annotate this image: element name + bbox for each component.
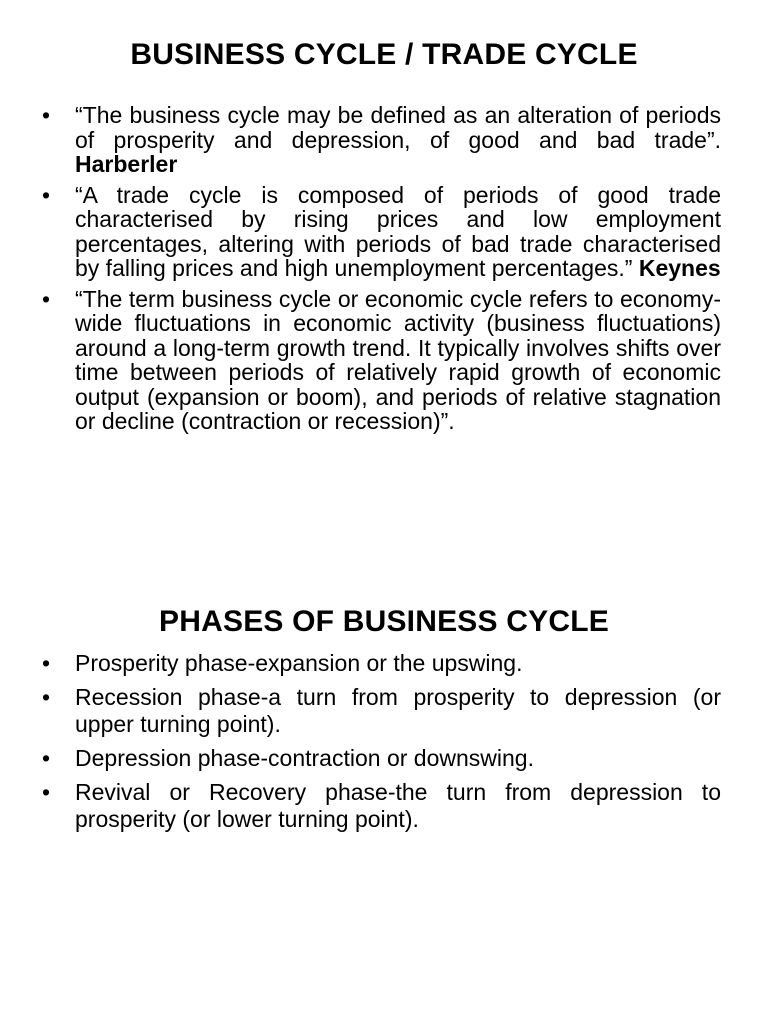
list-item xyxy=(0,779,768,833)
phase-text: Prosperity phase-expansion or the upswing. xyxy=(75,650,523,676)
bullet-icon: • xyxy=(42,650,51,676)
list-item xyxy=(0,650,768,677)
bullet-icon: • xyxy=(42,285,51,312)
list-item xyxy=(0,745,768,772)
definition-author: Harberler xyxy=(75,151,178,177)
definitions-list xyxy=(0,103,768,434)
slide-business-cycle-definitions xyxy=(0,0,768,440)
definition-text: “A trade cycle is composed of periods of good trade characterised by rising prices and low employment percentages, altering with periods of bad trade characterised by falling prices and high unemployment percentages.” xyxy=(75,181,721,281)
page-title: BUSINESS CYCLE / TRADE CYCLE xyxy=(130,38,638,71)
definition-text: “The term business cycle or economic cycle refers to economy-wide fluctuations in economic activity (business fluctuations) around a long-term growth trend. It typically involves shifts over time between periods of relatively rapid growth of economic output (expansion or boom), and periods of relative stagnation or decline (contraction or recession)”. xyxy=(75,285,721,434)
phase-text: Depression phase-contraction or downswing. xyxy=(75,745,534,771)
slide-phases-of-business-cycle xyxy=(0,596,768,840)
definition-author: Keynes xyxy=(638,255,721,281)
bullet-icon: • xyxy=(42,684,51,710)
list-item xyxy=(0,287,768,434)
bullet-icon: • xyxy=(42,102,51,128)
list-item xyxy=(0,684,768,738)
bullet-icon: • xyxy=(42,745,51,771)
definition-text: “The business cycle may be defined as an alteration of periods of prosperity and depression, of good and bad trade”. xyxy=(75,102,721,153)
section-title: PHASES OF BUSINESS CYCLE xyxy=(159,605,609,638)
bullet-icon: • xyxy=(42,779,51,805)
phase-text: Revival or Recovery phase-the turn from depression to prosperity (or lower turning point). xyxy=(75,779,721,832)
phases-list xyxy=(0,650,768,833)
list-item xyxy=(0,183,768,281)
bullet-icon: • xyxy=(42,181,51,208)
list-item xyxy=(0,103,768,177)
phase-text: Recession phase-a turn from prosperity to depression (or upper turning point). xyxy=(75,684,721,737)
